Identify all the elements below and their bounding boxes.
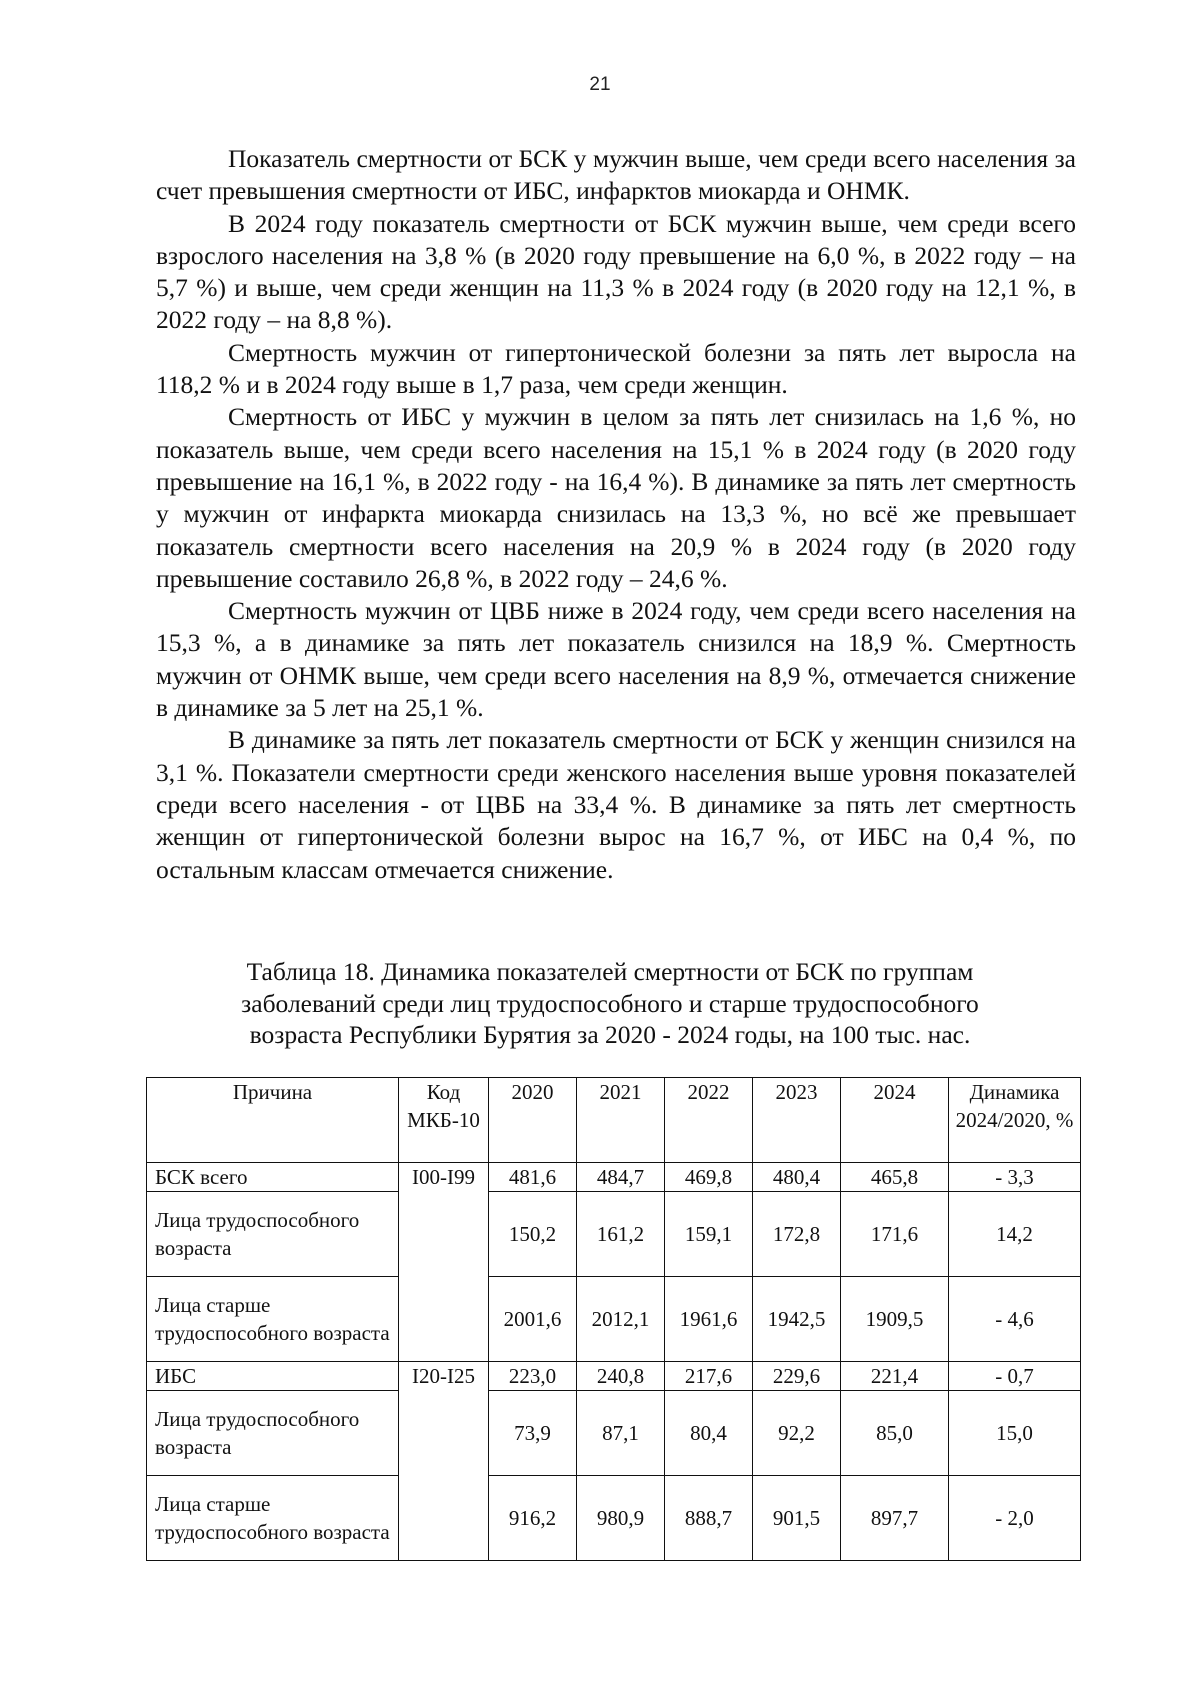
table-row xyxy=(147,1391,1081,1476)
body-text xyxy=(156,143,1076,886)
value-cell: 2012,1 xyxy=(577,1277,665,1362)
value-cell: 888,7 xyxy=(665,1476,753,1561)
paragraph: В 2024 году показатель смертности от БСК мужчин выше, чем среди всего взрослого населения на 3,8 % (в 2020 году превышение на 6,0 %, в 2022 году – на 5,7 %) и выше, чем среди женщин на 11,3 % в 2024 году (в 2020 году на 12,1 %, в 2022 году – на 8,8 %). xyxy=(156,208,1076,335)
value-cell: 465,8 xyxy=(841,1163,949,1192)
table-caption xyxy=(150,956,1070,1051)
paragraph: Смертность мужчин от гипертонической болезни за пять лет выросла на 118,2 % и в 2024 году выше в 1,7 раза, чем среди женщин. xyxy=(156,337,1076,400)
value-cell: 481,6 xyxy=(489,1163,577,1192)
value-cell: 1942,5 xyxy=(753,1277,841,1362)
value-cell: 85,0 xyxy=(841,1391,949,1476)
header-code: Код МКБ-10 xyxy=(399,1078,489,1163)
value-cell: 171,6 xyxy=(841,1192,949,1277)
value-cell: 223,0 xyxy=(489,1362,577,1391)
table-row xyxy=(147,1362,1081,1391)
header-cause: Причина xyxy=(147,1078,399,1163)
dynamics-cell: 14,2 xyxy=(949,1192,1081,1277)
value-cell: 480,4 xyxy=(753,1163,841,1192)
caption-line: Таблица 18. Динамика показателей смертности от БСК по группам xyxy=(246,957,974,986)
caption-line: заболеваний среди лиц трудоспособного и старше трудоспособного xyxy=(241,988,979,1018)
table-header-row xyxy=(147,1078,1081,1163)
dynamics-cell: - 3,3 xyxy=(949,1163,1081,1192)
mortality-table xyxy=(146,1077,1081,1561)
value-cell: 221,4 xyxy=(841,1362,949,1391)
value-cell: 1909,5 xyxy=(841,1277,949,1362)
value-cell: 469,8 xyxy=(665,1163,753,1192)
row-label: Лица трудоспособного возраста xyxy=(147,1192,399,1277)
table-row xyxy=(147,1192,1081,1277)
row-label: ИБС xyxy=(147,1362,399,1391)
header-dynamics: Динамика 2024/2020, % xyxy=(949,1078,1081,1163)
value-cell: 2001,6 xyxy=(489,1277,577,1362)
caption-line: возраста Республики Бурятия за 2020 - 2024 годы, на 100 тыс. нас. xyxy=(249,1020,971,1049)
value-cell: 901,5 xyxy=(753,1476,841,1561)
header-2022: 2022 xyxy=(665,1078,753,1163)
value-cell: 150,2 xyxy=(489,1192,577,1277)
header-2024: 2024 xyxy=(841,1078,949,1163)
table-row xyxy=(147,1476,1081,1561)
dynamics-cell: - 2,0 xyxy=(949,1476,1081,1561)
paragraph: Смертность мужчин от ЦВБ ниже в 2024 году, чем среди всего населения на 15,3 %, а в динамике за пять лет показатель снизился на 18,9 %. Смертность мужчин от ОНМК выше, чем среди всего населения на 8,9 %, отмечается снижение в динамике за 5 лет на 25,1 %. xyxy=(156,596,1076,723)
value-cell: 87,1 xyxy=(577,1391,665,1476)
icd-code-cell: I20-I25 xyxy=(399,1362,489,1561)
paragraph: Смертность от ИБС у мужчин в целом за пять лет снизилась на 1,6 %, но показатель выше, чем среди всего населения на 15,1 % в 2024 году (в 2020 году превышение на 16,1 %, в 2022 году - на 16,4 %). В динамике за пять лет смертность у мужчин от инфаркта миокарда снизилась на 13,3 %, но всё же превышает показатель смертности всего населения на 20,9 % в 2024 году (в 2020 году превышение составило 26,8 %, в 2022 году – 24,6 %. xyxy=(156,402,1076,593)
value-cell: 159,1 xyxy=(665,1192,753,1277)
table-row xyxy=(147,1163,1081,1192)
paragraph: Показатель смертности от БСК у мужчин выше, чем среди всего населения за счет превышения смертности от ИБС, инфарктов миокарда и ОНМК. xyxy=(156,144,1076,206)
value-cell: 217,6 xyxy=(665,1362,753,1391)
dynamics-cell: 15,0 xyxy=(949,1391,1081,1476)
value-cell: 980,9 xyxy=(577,1476,665,1561)
icd-code-cell: I00-I99 xyxy=(399,1163,489,1362)
value-cell: 80,4 xyxy=(665,1391,753,1476)
table-row xyxy=(147,1277,1081,1362)
value-cell: 916,2 xyxy=(489,1476,577,1561)
dynamics-cell: - 0,7 xyxy=(949,1362,1081,1391)
page-number: 21 xyxy=(589,74,611,95)
dynamics-cell: - 4,6 xyxy=(949,1277,1081,1362)
header-2021: 2021 xyxy=(577,1078,665,1163)
value-cell: 172,8 xyxy=(753,1192,841,1277)
value-cell: 229,6 xyxy=(753,1362,841,1391)
row-label: Лица трудоспособного возраста xyxy=(147,1391,399,1476)
value-cell: 73,9 xyxy=(489,1391,577,1476)
value-cell: 240,8 xyxy=(577,1362,665,1391)
value-cell: 92,2 xyxy=(753,1391,841,1476)
row-label: Лица старше трудоспособного возраста xyxy=(147,1476,399,1561)
value-cell: 484,7 xyxy=(577,1163,665,1192)
paragraph: В динамике за пять лет показатель смертности от БСК у женщин снизился на 3,1 %. Показатели смертности среди женского населения выше уровня показателей среди всего населения - от ЦВБ на 33,4 %. В динамике за пять лет смертность женщин от гипертонической болезни вырос на 16,7 %, от ИБС на 0,4 %, по остальным классам отмечается снижение. xyxy=(156,725,1076,884)
header-2023: 2023 xyxy=(753,1078,841,1163)
value-cell: 1961,6 xyxy=(665,1277,753,1362)
value-cell: 897,7 xyxy=(841,1476,949,1561)
row-label: БСК всего xyxy=(147,1163,399,1192)
value-cell: 161,2 xyxy=(577,1192,665,1277)
header-2020: 2020 xyxy=(489,1078,577,1163)
row-label: Лица старше трудоспособного возраста xyxy=(147,1277,399,1362)
